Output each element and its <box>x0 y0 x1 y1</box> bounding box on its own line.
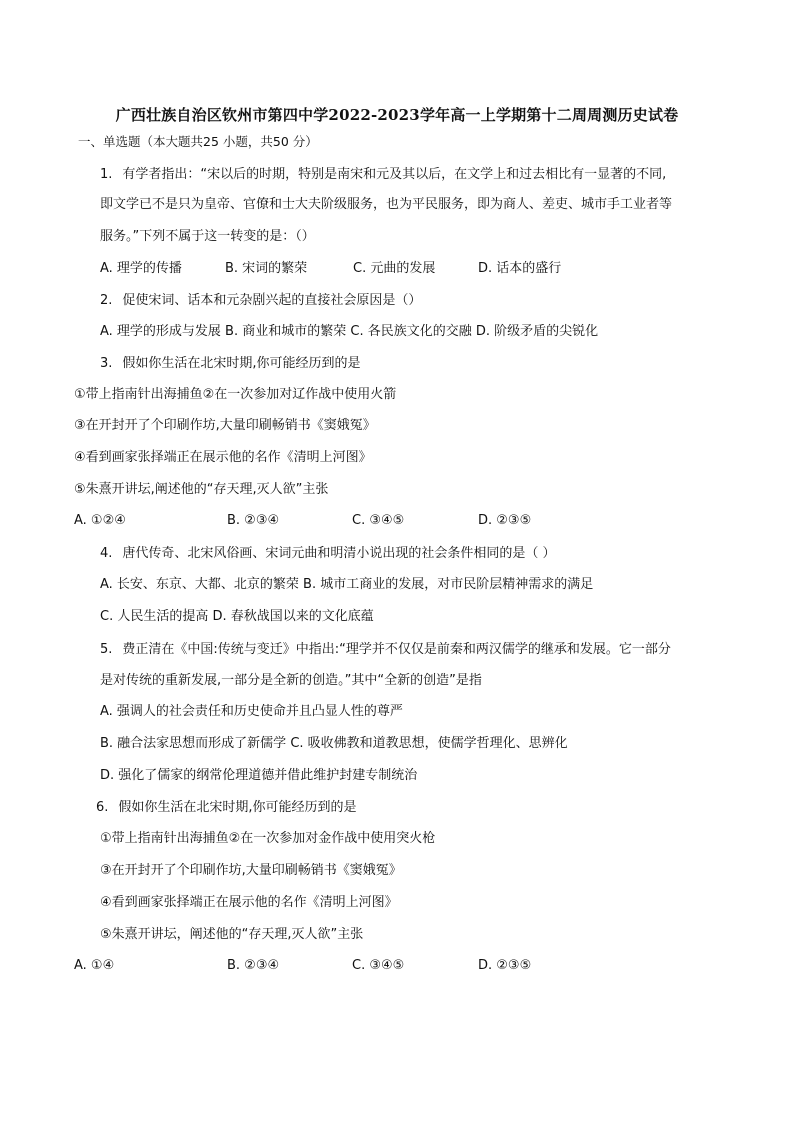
question-number: 6. <box>96 800 109 815</box>
question-1-option-a: A. 理学的传播 <box>100 261 182 276</box>
question-5-options-bc: B. 融合法家思想而形成了新儒学 C. 吸收佛教和道教思想，使儒学哲理化、思辨化 <box>100 736 568 751</box>
question-6-option-d: D. ②③⑤ <box>478 958 532 973</box>
question-text: 促使宋词、话本和元杂剧兴起的直接社会原因是（） <box>122 293 422 308</box>
question-3-option-a: A. ①②④ <box>74 513 126 528</box>
question-number: 4. <box>100 546 113 561</box>
question-number: 2. <box>100 293 113 308</box>
question-6-item-1: ①带上指南针出海捕鱼②在一次参加对金作战中使用突火枪 <box>100 831 436 846</box>
question-1-option-c: C. 元曲的发展 <box>353 261 436 276</box>
question-text: 假如你生活在北宋时期,你可能经历到的是 <box>122 356 361 371</box>
question-6-item-3: ④看到画家张择端正在展示他的名作《清明上河图》 <box>100 895 398 910</box>
question-3-option-c: C. ③④⑤ <box>352 513 405 528</box>
question-3-item-3: ④看到画家张择端正在展示他的名作《清明上河图》 <box>74 450 372 465</box>
question-text: 假如你生活在北宋时期,你可能经历到的是 <box>118 800 357 815</box>
question-3-item-1: ①带上指南针出海捕鱼②在一次参加对辽作战中使用火箭 <box>74 387 397 402</box>
question-3-item-4: ⑤朱熹开讲坛,阐述他的“存天理,灭人欲”主张 <box>74 482 329 497</box>
question-5-line-2: 是对传统的重新发展,一部分是全新的创造。”其中“全新的创造”是指 <box>100 673 482 688</box>
question-3-item-2: ③在开封开了个印刷作坊,大量印刷畅销书《窦娥冤》 <box>74 418 376 433</box>
question-number: 5. <box>100 642 113 657</box>
question-text: 费正清在《中国:传统与变迁》中指出:“理学并不仅仅是前秦和两汉儒学的继承和发展。它一部分 <box>122 642 671 657</box>
question-5-option-a: A. 强调人的社会责任和历史使命并且凸显人性的尊严 <box>100 704 403 719</box>
question-4 <box>100 546 556 562</box>
question-1-line-2: 即文学已不是只为皇帝、官僚和士大夫阶级服务，也为平民服务，即为商人、差吏、城市手工业者等 <box>100 197 673 212</box>
question-4-options-2: C. 人民生活的提高 D. 春秋战国以来的文化底蕴 <box>100 609 374 624</box>
question-3-option-b: B. ②③④ <box>227 513 280 528</box>
question-6 <box>96 800 357 816</box>
question-5 <box>100 642 671 658</box>
question-6-item-2: ③在开封开了个印刷作坊,大量印刷畅销书《窦娥冤》 <box>100 863 402 878</box>
question-1-option-b: B. 宋词的繁荣 <box>225 261 308 276</box>
question-1 <box>100 167 666 183</box>
section-heading: 一、单选题（本大题共25 小题，共50 分） <box>78 134 318 149</box>
question-text: 有学者指出：“宋以后的时期，特别是南宋和元及其以后，在文学上和过去相比有一显著的不同, <box>122 167 667 182</box>
question-6-option-c: C. ③④⑤ <box>352 958 405 973</box>
exam-title: 广西壮族自治区钦州市第四中学2022-2023学年高一上学期第十二周周测历史试卷 <box>115 106 679 124</box>
question-1-option-d: D. 话本的盛行 <box>478 261 562 276</box>
question-1-line-3: 服务。”下列不属于这一转变的是：（） <box>100 229 315 244</box>
question-number: 3. <box>100 356 113 371</box>
question-number: 1. <box>100 167 113 182</box>
question-6-item-4: ⑤朱熹开讲坛，阐述他的“存天理,灭人欲”主张 <box>100 927 364 942</box>
question-3-option-d: D. ②③⑤ <box>478 513 532 528</box>
question-2-options: A. 理学的形成与发展 B. 商业和城市的繁荣 C. 各民族文化的交融 D. 阶级矛盾的尖锐化 <box>100 324 599 339</box>
question-2 <box>100 293 421 309</box>
question-3 <box>100 356 361 372</box>
question-text: 唐代传奇、北宋风俗画、宋词元曲和明清小说出现的社会条件相同的是（ ） <box>122 546 556 561</box>
question-6-option-b: B. ②③④ <box>227 958 280 973</box>
question-4-options-1: A. 长安、东京、大都、北京的繁荣 B. 城市工商业的发展，对市民阶层精神需求的满足 <box>100 577 594 592</box>
question-5-option-d: D. 强化了儒家的纲常伦理道德并借此维护封建专制统治 <box>100 768 418 783</box>
question-6-option-a: A. ①④ <box>74 958 115 973</box>
